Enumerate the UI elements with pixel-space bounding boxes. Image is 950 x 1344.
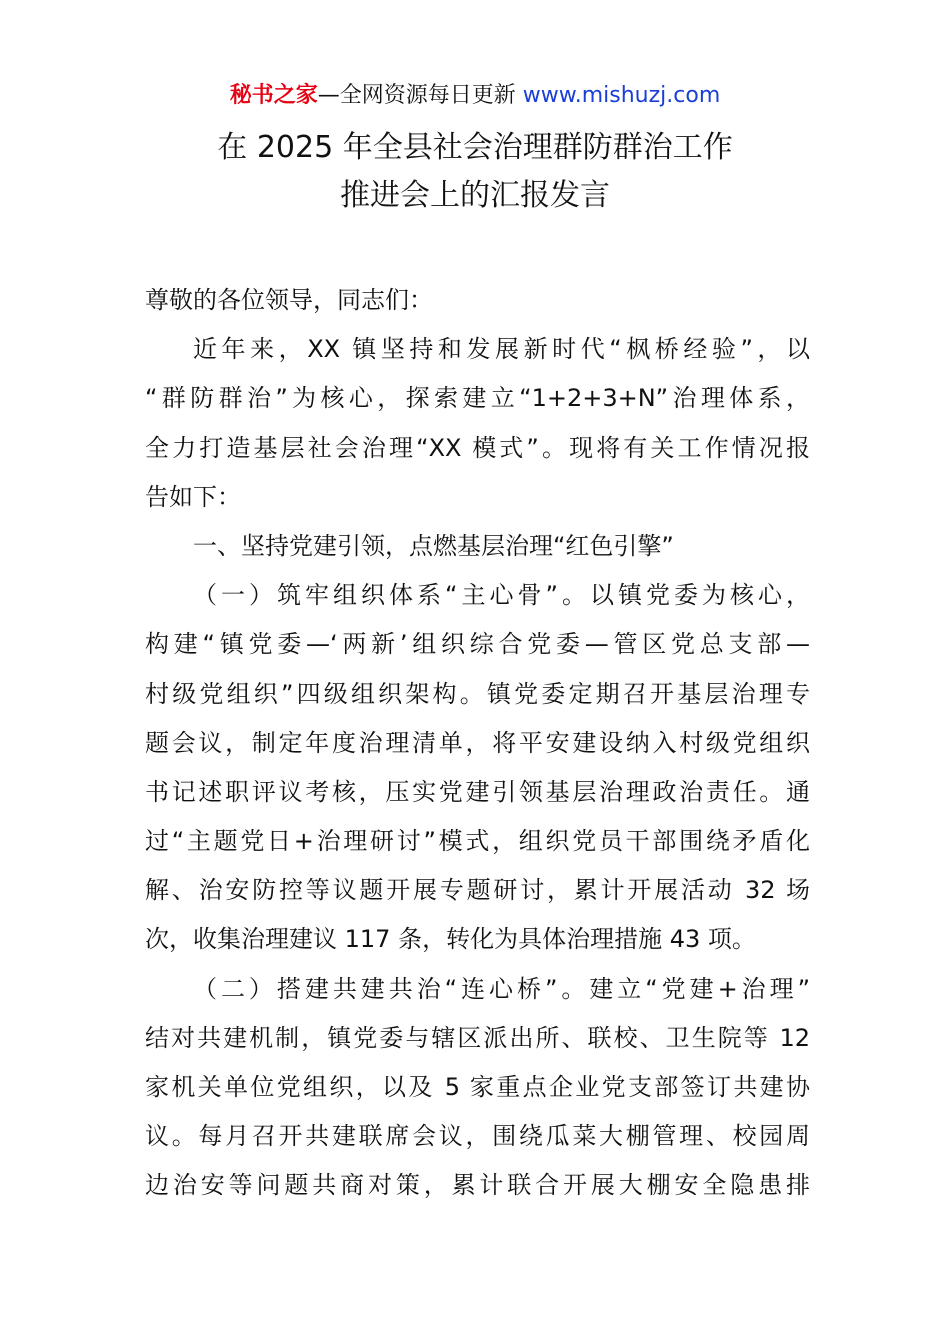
brand-name: 秘书之家 <box>229 83 318 108</box>
paragraph-line: 题会议，制定年度治理清单，将平安建设纳入村级党组织 <box>145 728 810 757</box>
site-url-link[interactable]: www.mishuzj.com <box>522 83 721 108</box>
paragraph-line: 解、治安防控等议题开展专题研讨，累计开展活动 32 场 <box>145 876 810 905</box>
site-tagline: —全网资源每日更新 <box>317 83 523 108</box>
section-heading: 一、坚持党建引领，点燃基层治理“红色引擎” <box>193 531 674 560</box>
paragraph-line: （一）筑牢组织体系“主心骨”。以镇党委为核心， <box>193 581 810 610</box>
paragraph-line: 家机关单位党组织，以及 5 家重点企业党支部签订共建协 <box>145 1073 810 1101</box>
document-title-line-2: 推进会上的汇报发言 <box>340 178 610 213</box>
salutation: 尊敬的各位领导，同志们： <box>145 286 433 314</box>
paragraph-line: 告如下： <box>145 482 241 511</box>
paragraph-line: （二）搭建共建共治“连心桥”。建立“党建+治理” <box>193 974 810 1003</box>
site-header <box>0 80 950 112</box>
document-body <box>145 276 810 1211</box>
paragraph-line: “群防群治”为核心，探索建立“1+2+3+N”治理体系， <box>145 384 810 413</box>
paragraph-line: 构建“镇党委—‘两新’组织综合党委—管区党总支部— <box>145 630 810 659</box>
paragraph-line: 近年来，XX 镇坚持和发展新时代“枫桥经验”，以 <box>193 335 810 364</box>
paragraph-line: 全力打造基层社会治理“XX 模式”。现将有关工作情况报 <box>145 433 810 462</box>
paragraph-line: 结对共建机制，镇党委与辖区派出所、联校、卫生院等 12 <box>145 1023 810 1052</box>
paragraph-line: 村级党组织”四级组织架构。镇党委定期召开基层治理专 <box>145 679 810 708</box>
paragraph-line: 过“主题党日+治理研讨”模式，组织党员干部围绕矛盾化 <box>145 827 810 856</box>
document-title-line-1: 在 2025 年全县社会治理群防群治工作 <box>217 130 733 165</box>
paragraph-line: 边治安等问题共商对策，累计联合开展大棚安全隐患排 <box>145 1171 810 1200</box>
paragraph-line: 次，收集治理建议 117 条，转化为具体治理措施 43 项。 <box>145 925 756 954</box>
paragraph-line: 议。每月召开共建联席会议，围绕瓜菜大棚管理、校园周 <box>145 1122 810 1151</box>
paragraph-line: 书记述职评议考核，压实党建引领基层治理政治责任。通 <box>145 777 810 806</box>
